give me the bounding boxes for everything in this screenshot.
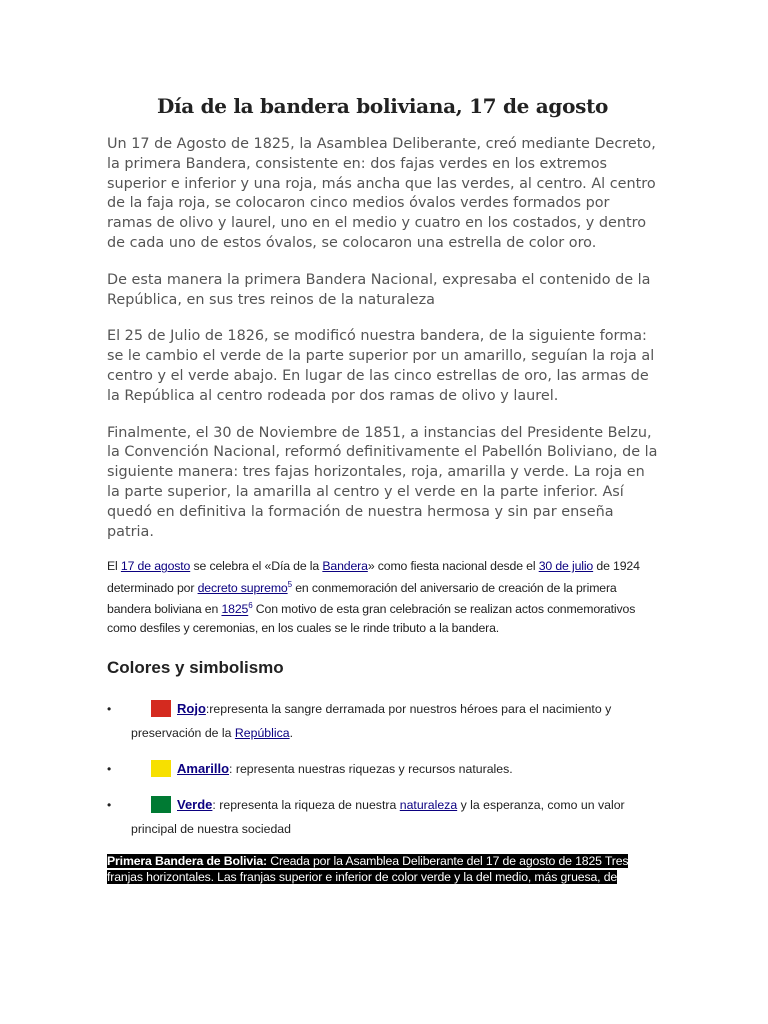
bullet-icon: • [107,761,112,776]
wiki-text: » como fiesta nacional desde el [367,559,539,574]
link-rojo[interactable]: Rojo [177,700,206,716]
yellow-swatch [151,760,171,777]
paragraph-kingdoms: De esta manera la primera Bandera Nacional, expresaba el contenido de la República, en sus tres reinos de la naturaleza [107,271,651,308]
rojo-text: :representa la sangre derramada por nuestros héroes para el nacimiento y preservación de la [131,701,612,740]
paragraph-first-flag: Un 17 de Agosto de 1825, la Asamblea Deliberante, creó mediante Decreto, la primera Bandera, consistente en: dos fajas verdes en los extremos superior e inferior y una roja, más ancha que las verdes, al centro. Al centro de la faja roja, se colocaron cinco medios óvalos verdes formados por ramas de olivo y laurel, uno en el medio y cuatro en los costados, y dentro de cada uno de estos óvalos, se colocaron una estrella de color oro. [107,136,656,251]
colors-list [107,697,658,841]
image-caption [107,853,658,886]
link-decreto-supremo[interactable]: decreto supremo [197,580,288,595]
caption-text: Creada por la Asamblea Deliberante del 17 de agosto de 1825 Tres franjas horizontales. Las franjas superior e inferior de color verde y la del medio, más gruesa, de [107,853,629,885]
link-naturaleza[interactable]: naturaleza [399,797,458,812]
verde-end: y la esperanza, como un valor principal de nuestra sociedad [131,797,625,836]
footnote-ref[interactable]: 5 [287,579,292,589]
caption-bold: Primera Bandera de Bolivia: [107,853,267,868]
link-republica[interactable]: República [234,725,290,740]
paragraph-1851: Finalmente, el 30 de Noviembre de 1851, a instancias del Presidente Belzu, la Convención Nacional, reformó definitivamente el Pabellón Boliviano, de la siguiente manera: tres fajas horizontales, roja, amarilla y verde. La roja en la parte superior, la amarilla al centro y el verde en la parte inferior. Así quedó en definitiva la formación de nuestra hermosa y sin par enseña patria. [107,424,658,540]
link-bandera[interactable]: Bandera [322,559,368,574]
link-amarillo[interactable]: Amarillo [177,760,230,776]
link-1825[interactable]: 1825 [221,602,249,617]
wiki-text: se celebra el «Día de la [190,559,323,574]
bullet-icon: • [107,701,112,716]
list-item-verde [107,793,658,841]
link-17-agosto[interactable]: 17 de agosto [120,559,191,574]
list-item-rojo [107,697,658,745]
page-title: Día de la bandera boliviana, 17 de agosto [156,94,609,118]
link-30-julio[interactable]: 30 de julio [538,559,594,574]
wiki-text: Con motivo de esta gran celebración se realizan actos conmemorativos como desfiles y ceremonias, en los cuales se le rinde tributo a la bandera. [107,602,636,636]
amarillo-text: : representa nuestras riquezas y recursos naturales. [229,761,513,776]
paragraph-1826: El 25 de Julio de 1826, se modificó nuestra bandera, de la siguiente forma: se le cambio el verde de la parte superior por un amarillo, seguían la roja al centro y el verde abajo. En lugar de las cinco estrellas de oro, las armas de la República al centro rodeada por dos ramas de olivo y laurel. [107,328,655,404]
section-heading: Colores y simbolismo [107,657,284,677]
wiki-paragraph [107,557,658,637]
verde-text: : representa la riqueza de nuestra [212,797,400,812]
footnote-ref[interactable]: 6 [248,601,253,611]
red-swatch [151,700,171,717]
bullet-icon: • [107,797,112,812]
rojo-end: . [289,725,294,740]
link-verde[interactable]: Verde [177,796,213,812]
wiki-text: de 1924 determinado por [107,559,640,595]
wiki-text: en conmemoración del aniversario de creación de la primera bandera boliviana en [107,580,617,617]
list-item-amarillo [107,757,658,781]
green-swatch [151,796,171,813]
wiki-text: El [107,559,121,574]
